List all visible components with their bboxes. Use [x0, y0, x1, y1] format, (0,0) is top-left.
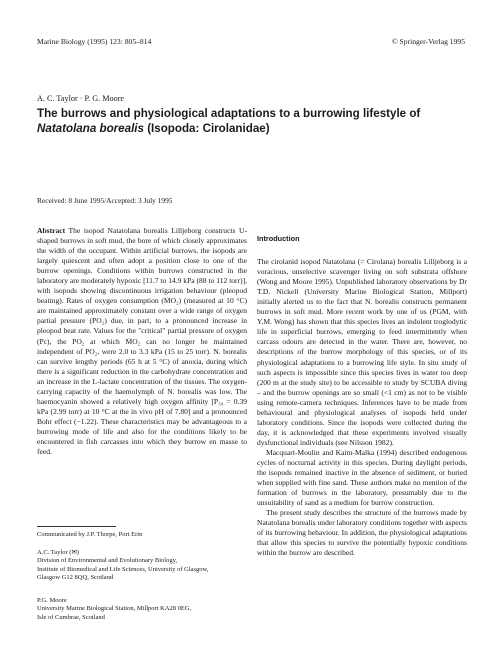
journal-citation: Marine Biology (1995) 123: 805–814: [37, 37, 152, 46]
publisher-copyright: © Springer-Verlag 1995: [391, 37, 465, 46]
abstract-label: Abstract: [37, 226, 66, 235]
communicated-by: Communicated by J.P. Thorpe, Port Erin: [37, 531, 143, 538]
abstract-paragraph: [37, 226, 247, 457]
abstract: [37, 226, 247, 457]
affiliation-moore: P.G. Moore University Marine Biological Station, Millport KA28 0EG, Isle of Cumbrae, Scotland: [37, 597, 192, 621]
introduction: [257, 226, 467, 558]
introduction-heading: Introduction: [257, 234, 300, 243]
footnote-rule: [37, 526, 116, 527]
intro-paragraph-2: Macquart-Moulin and Kaim-Malka (1994) described endogenous cycles of nocturnal activity in this species. During daylight periods, the isopods remained inactive in the absence of sediment, or buried when supplied with fine sand. These authors make no mention of the formation of burrows in the laboratory, presumably due to the unsuitability of sand as a medium for burrow construction.: [257, 447, 467, 508]
title-species: Natatolana borealis: [37, 121, 144, 135]
intro-paragraph-1: The cirolanid isopod Natatolana (= Cirolana) borealis Lilljeborg is a voracious, unselective scavenger living on soft substrata offshore (Wong and Moore 1995). Unpublished laboratory observations by Dr T.D. Nickell (University Marine Biological Station, Millport) initially alerted us to the fact that N. borealis constructs permanent burrows in soft mud. More recent work by one of us (PGM, with Y.M. Wong) has shown that this species lives an indolent troglodytic life in superficial burrows, emerging to feed intermittently when carcass odours are detected in the water. There are, however, no descriptions of the burrow morphology of this species, or of its physiological adaptations to a burrowing life style. In situ study of such aspects is impossible since this species lives in water too deep (200 m at the study site) to be accessible to study by SCUBA diving – and the burrow openings are so small (<1 cm) as not to be visible using remote-camera techniques. Inferences have to be made from behavioural and physiological analyses of isopods held under laboratory conditions. Since the isopods were collected during the day, it is acknowledged that these experiments involved visually dysfunctional individuals (see Nilsson 1982).: [257, 257, 467, 447]
received-dates: Received: 8 June 1995/Accepted: 3 July 1995: [37, 196, 173, 205]
title-line1: The burrows and physiological adaptations to a burrowing lifestyle of: [37, 107, 421, 120]
intro-paragraph-3: The present study describes the structure of the burrows made by Natatolana borealis under laboratory conditions together with aspects of its burrowing behaviour. In addition, the physiological adaptations that allow this species to survive the potentially hypoxic conditions within the burrow are described.: [257, 508, 467, 558]
authors: A. C. Taylor · P. G. Moore: [37, 94, 125, 103]
affiliation-taylor: A.C. Taylor (✉) Division of Environmental and Evolutionary Biology, Institute of Biomedical and Life Sciences, University of Glasgow, Glasgow G12 8QQ, Scotland: [37, 549, 209, 581]
title-rest: (Isopoda: Cirolanidae): [143, 121, 270, 135]
abstract-text: The isopod Natatolana borealis Lilljeborg constructs U-shaped burrows in soft mud, the bore of which closely approximates the width of the occupant. Within artificial burrows, the isopods are largely quiescent and often adopt a position close to one of the burrow openings. Conditions within burrows constructed in the laboratory are moderately hypoxic [11.7 to 14.9 kPa (88 to 112 torr)], with isopods showing discontinuous irrigation behaviour (pleopod beating). Rates of oxygen consumption (ṀO₂) (measured at 10 °C) are maintained approximately constant over a wide range of oxygen partial pressure (PO₂) due, in part, to a pronounced increase in pleopod beat rate. Values for the "critical" partial pressure of oxygen (Pc), the PO₂ at which ṀO₂ can no longer be maintained independent of PO₂, were 2.0 to 3.3 kPa (15 to 25 torr). N. borealis can survive lengthy periods (65 h at 5 °C) of anoxia, during which there is a significant reduction in the carbohydrate concentration and an increase in the L-lactate concentration of the tissues. The oxygen-carrying capacity of the haemolymph of N. borealis was low. The haemocyanin showed a relatively high oxygen affinity [P₅₀ = 0.39 kPa (2.99 torr) at 10 °C at the in vivo pH of 7.80] and a pronounced Bohr effect (−1.22). These characteristics may be advantageous to a burrowing mode of life and also for the conditions likely to be encountered in fish carcasses into which they burrow en masse to feed.: [37, 226, 247, 457]
article-title: [37, 107, 467, 136]
